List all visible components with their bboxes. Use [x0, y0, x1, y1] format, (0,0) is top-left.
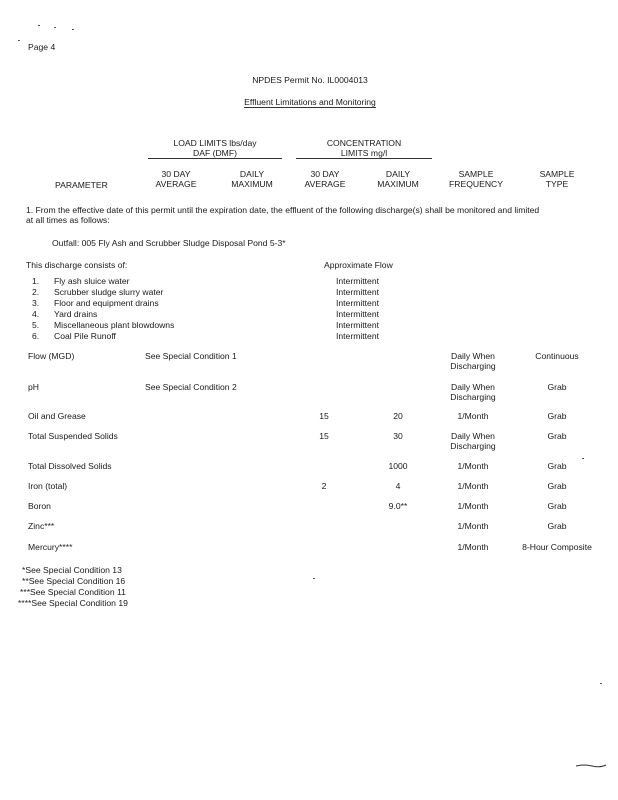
- scan-speck: [54, 27, 56, 28]
- tss-frequency: [430, 432, 516, 452]
- concentration-subheader: LIMITS mg/l: [340, 148, 388, 158]
- conc-daily-line2: MAXIMUM: [377, 178, 419, 189]
- discharge-item-name: Miscellaneous plant blowdowns: [54, 320, 175, 330]
- scan-speck: [600, 683, 602, 684]
- oil-frequency: 1/Month: [457, 411, 489, 421]
- discharge-item-flow: Intermittent: [336, 331, 379, 341]
- footnote: ***See Special Condition 11: [20, 587, 126, 597]
- load-limits-rule: [148, 158, 282, 159]
- load-daily-line1: DAILY: [239, 169, 265, 179]
- discharge-item-num: 5.: [32, 320, 40, 330]
- outfall-description: Outfall: 005 Fly Ash and Scrubber Sludge Disposal Pond 5-3*: [52, 238, 286, 248]
- parameter-column-header: PARAMETER: [55, 180, 108, 190]
- tss-conc-30day: 15: [319, 431, 329, 441]
- sample-frequency-line2: FREQUENCY: [449, 178, 503, 189]
- load-limits-header: LOAD LIMITS lbs/day: [173, 138, 257, 148]
- param-tss: Total Suspended Solids: [28, 431, 118, 441]
- sample-frequency-line1: SAMPLE: [458, 169, 494, 179]
- ph-frequency-line2: Discharging: [450, 391, 496, 402]
- discharge-item-name: Scrubber sludge slurry water: [54, 287, 164, 297]
- concentration-header: CONCENTRATION: [326, 138, 402, 148]
- tss-frequency-line1: Daily When: [451, 431, 495, 441]
- sample-type-line2: TYPE: [545, 178, 569, 189]
- discharge-item-num: 2.: [32, 287, 40, 297]
- zinc-sample-type: Grab: [547, 521, 567, 531]
- flow-sample-type: Continuous: [535, 351, 579, 361]
- load-daily-header: [220, 170, 284, 190]
- section-subtitle-text: Effluent Limitations and Monitoring: [244, 97, 376, 107]
- ph-sample-type: Grab: [547, 382, 567, 392]
- tss-sample-type: Grab: [547, 431, 567, 441]
- discharge-item-flow: Intermittent: [336, 276, 379, 286]
- oil-sample-type: Grab: [547, 411, 567, 421]
- conc-30day-header: [294, 170, 356, 190]
- footnote: **See Special Condition 16: [22, 576, 126, 586]
- discharge-item-flow: Intermittent: [336, 287, 379, 297]
- flow-frequency: [430, 352, 516, 372]
- discharge-item-num: 4.: [32, 309, 40, 319]
- iron-sample-type: Grab: [547, 481, 567, 491]
- sample-type-header: [522, 170, 592, 190]
- param-flow: Flow (MGD): [28, 351, 75, 361]
- intro-line-2: at all times as follows:: [26, 215, 110, 225]
- discharge-item-flow: Intermittent: [336, 298, 379, 308]
- flow-note: See Special Condition 1: [145, 351, 237, 361]
- iron-frequency: 1/Month: [457, 481, 489, 491]
- footnote: ****See Special Condition 19: [18, 598, 128, 608]
- param-oil-grease: Oil and Grease: [28, 411, 86, 421]
- discharge-item-name: Coal Pile Runoff: [54, 331, 116, 341]
- mercury-sample-type: 8-Hour Composite: [522, 542, 592, 552]
- conc-30day-line1: 30 DAY: [310, 169, 340, 179]
- intro-line-1: 1. From the effective date of this permit until the expiration date, the effluent of the following discharge(s) shall be monitored and limited: [26, 205, 540, 215]
- oil-conc-max: 20: [393, 411, 403, 421]
- flow-frequency-line2: Discharging: [450, 360, 496, 371]
- tds-sample-type: Grab: [547, 461, 567, 471]
- scan-speck: [313, 578, 315, 579]
- param-zinc: Zinc***: [28, 521, 55, 531]
- load-limits-subheader: DAF (DMF): [193, 148, 237, 158]
- param-iron: Iron (total): [28, 481, 68, 491]
- sample-type-line1: SAMPLE: [539, 169, 575, 179]
- param-boron: Boron: [28, 501, 51, 511]
- zinc-frequency: 1/Month: [457, 521, 489, 531]
- discharge-item-flow: Intermittent: [336, 309, 379, 319]
- load-30day-line1: 30 DAY: [161, 169, 191, 179]
- ph-frequency-line1: Daily When: [451, 382, 495, 392]
- scribble-mark: [574, 758, 608, 770]
- approximate-flow-heading: Approximate Flow: [324, 260, 393, 270]
- sample-frequency-header: [436, 170, 516, 190]
- ph-note: See Special Condition 2: [145, 382, 237, 392]
- tds-conc-max: 1000: [388, 461, 408, 471]
- mercury-frequency: 1/Month: [457, 542, 489, 552]
- scan-speck: [582, 458, 584, 459]
- conc-daily-header: [366, 170, 430, 190]
- discharge-item-num: 1.: [32, 276, 40, 286]
- discharge-item-name: Fly ash sluice water: [54, 276, 130, 286]
- oil-conc-30day: 15: [319, 411, 329, 421]
- scan-speck: [38, 25, 40, 26]
- page-label: Page 4: [28, 42, 56, 52]
- conc-daily-line1: DAILY: [385, 169, 411, 179]
- tds-frequency: 1/Month: [457, 461, 489, 471]
- scan-speck: [18, 40, 20, 41]
- load-daily-line2: MAXIMUM: [231, 178, 273, 189]
- discharge-item-name: Yard drains: [54, 309, 98, 319]
- param-tds: Total Dissolved Solids: [28, 461, 112, 471]
- discharge-heading: This discharge consists of:: [26, 260, 128, 270]
- iron-conc-30day: 2: [321, 481, 327, 491]
- concentration-rule: [296, 158, 432, 159]
- load-30day-line2: AVERAGE: [155, 178, 197, 189]
- param-mercury: Mercury****: [28, 542, 73, 552]
- discharge-item-num: 6.: [32, 331, 40, 341]
- permit-title: NPDES Permit No. IL0004013: [252, 75, 368, 85]
- tss-conc-max: 30: [393, 431, 403, 441]
- tss-frequency-line2: Discharging: [450, 440, 496, 451]
- footnote: *See Special Condition 13: [22, 565, 122, 575]
- load-30day-header: [145, 170, 207, 190]
- iron-conc-max: 4: [395, 481, 401, 491]
- param-ph: pH: [28, 382, 39, 392]
- ph-frequency: [430, 383, 516, 403]
- boron-sample-type: Grab: [547, 501, 567, 511]
- boron-conc-max: 9.0**: [388, 501, 408, 511]
- scan-speck: [72, 29, 74, 30]
- conc-30day-line2: AVERAGE: [304, 178, 346, 189]
- flow-frequency-line1: Daily When: [451, 351, 495, 361]
- discharge-item-name: Floor and equipment drains: [54, 298, 159, 308]
- discharge-item-flow: Intermittent: [336, 320, 379, 330]
- section-subtitle: [180, 98, 440, 108]
- boron-frequency: 1/Month: [457, 501, 489, 511]
- discharge-item-num: 3.: [32, 298, 40, 308]
